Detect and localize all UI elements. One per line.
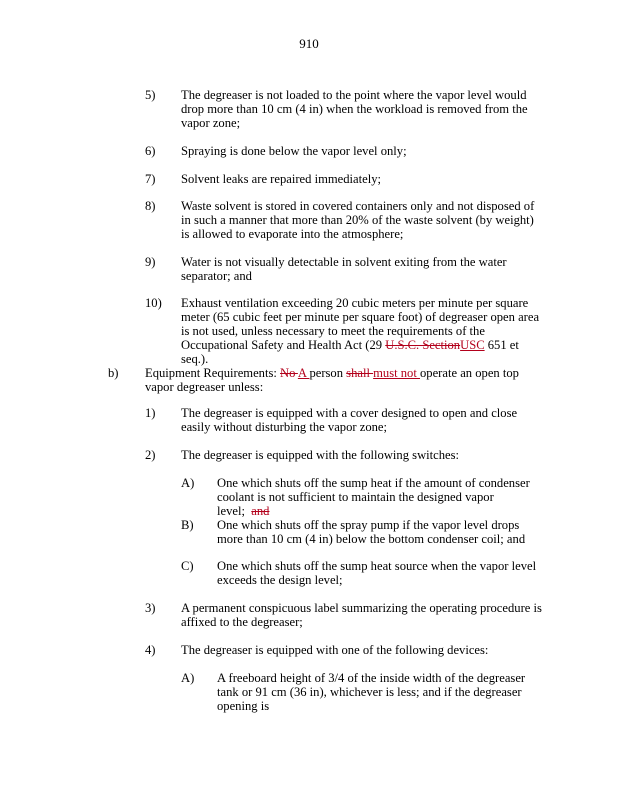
inserted-text: USC [460,338,485,352]
deleted-text: shall [346,366,374,380]
item-text: The degreaser is equipped with a cover designed to open and close easily without disturbing the vapor zone; [181,406,518,434]
text-segment: operate an open top vapor degreaser unless: [145,366,519,394]
item-number: 2) [145,448,156,462]
section-text [145,366,545,394]
text-segment: Equipment Requirements: [145,366,281,380]
item-number: 10) [145,296,162,310]
section-label: b) [108,366,119,380]
item-number: 8) [145,199,156,213]
item-number: 9) [145,255,156,269]
text-segment: person [309,366,347,380]
inserted-text: must not [373,366,420,380]
item-text: A freeboard height of 3/4 of the inside width of the degreaser tank or 91 cm (36 in), whichever is less; and if the degreaser opening is [217,671,526,713]
text-segment: 651 et seq.). [181,338,519,366]
item-text: Water is not visually detectable in solvent exiting from the water separator; and [181,255,507,283]
item-text: The degreaser is not loaded to the point where the vapor level would drop more than 10 cm (4 in) when the workload is removed from the vapor zone; [181,88,528,130]
item-text: One which shuts off the sump heat source when the vapor level exceeds the design level; [217,559,537,587]
item-text [217,476,547,518]
item-number: 4) [145,643,156,657]
item-text [181,296,543,366]
item-number: 6) [145,144,156,158]
item-number: 1) [145,406,156,420]
text-segment: One which shuts off the sump heat if the amount of condenser coolant is not sufficient to maintain the designed vapor level; [217,476,530,518]
item-text: A permanent conspicuous label summarizing the operating procedure is affixed to the degreaser; [181,601,542,629]
item-text: Solvent leaks are repaired immediately; [181,172,382,186]
item-text: The degreaser is equipped with the following switches: [181,448,460,462]
item-number: 3) [145,601,156,615]
inserted-text: A [297,366,310,380]
deleted-text: and [251,504,270,518]
item-text: Waste solvent is stored in covered containers only and not disposed of in such a manner that more than 20% of the waste solvent (by weight) is allowed to evaporate into the atmosphere; [181,199,535,241]
item-number: B) [181,518,194,532]
item-text: The degreaser is equipped with one of the following devices: [181,643,489,657]
item-number: A) [181,671,195,685]
item-text: Spraying is done below the vapor level only; [181,144,407,158]
deleted-text: U.S.C. Section [385,338,461,352]
item-number: C) [181,559,194,573]
deleted-text: No [280,366,298,380]
item-number: 5) [145,88,156,102]
item-text: One which shuts off the spray pump if the vapor level drops more than 10 cm (4 in) below the bottom condenser coil; and [217,518,526,546]
item-number: A) [181,476,195,490]
page-number: 910 [299,36,319,51]
item-number: 7) [145,172,156,186]
text-segment: Exhaust ventilation exceeding 20 cubic meters per minute per square meter (65 cubic feet per minute per square foot) of degreaser open area is not used, unless necessary to meet the requirements of the Occupational Safety and Health Act (29 [181,296,540,352]
